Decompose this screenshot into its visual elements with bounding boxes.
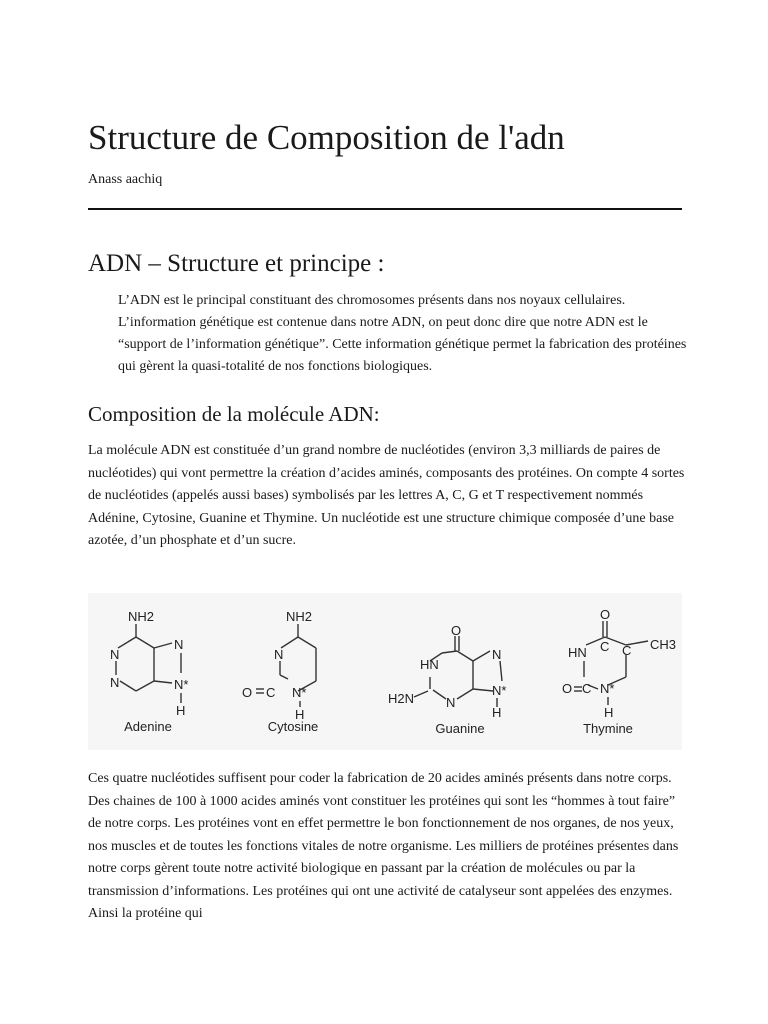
thymine-c5-label: C: [622, 643, 632, 658]
thymine-ch3-label: CH3: [650, 637, 677, 652]
adenine-n1-label: N: [110, 647, 120, 662]
cytosine-o-label: O: [242, 685, 253, 700]
adenine-n3-label: N: [110, 675, 120, 690]
adenine-n7-label: N: [174, 637, 184, 652]
thymine-c2-label: C: [582, 681, 592, 696]
cytosine-n3-label: N: [274, 647, 284, 662]
guanine-n3-label: N: [446, 695, 456, 710]
proteins-paragraph: Ces quatre nucléotides suffisent pour coder la fabrication de 20 acides aminés présents dans notre corps. Des chaines de 100 à 1000 acides aminés vont constituer les protéines qui sont les “hommes à tout faire” de notre corps. Les protéines vont en effet permettre le bon fonctionnement de nos organes, de nos yeux, nos muscles et de toutes les fonctions vitales de notre organisme. Les milliers de protéines présentes dans notre corps gèrent toute notre activité biologique en passant par la création de molécules ou par la transmission d’informations. Les protéines qui ont une activité de catalyseur sont appelées des enzymes. Ainsi la protéine qui: [88, 771, 679, 921]
cytosine-n1-label: N*: [292, 685, 307, 700]
composition-paragraph: La molécule ADN est constituée d’un grand nombre de nucléotides (environ 3,3 milliards de paires de nucléotides) qui vont permettre la création d’acides aminés, composants des protéines. On compte 4 sortes de nucléotides (appelés aussi bases) symbolisés par les lettres A, C, G et T respectivement nommés Adénine, Cytosine, Guanine et Thymine. Un nucléotide est une structure chimique composée d’une base azotée, d’un phosphate et d’un sucre.: [88, 443, 685, 548]
thymine-h-label: H: [604, 705, 614, 720]
guanine-caption: Guanine: [435, 721, 485, 736]
nucleotide-bases-figure: [88, 593, 682, 750]
section-heading-composition: Composition de la molécule ADN:: [88, 402, 380, 426]
guanine-hn-label: HN: [420, 657, 439, 672]
thymine-o4-label: O: [600, 607, 611, 622]
thymine-caption: Thymine: [583, 721, 633, 736]
guanine-o-label: O: [451, 623, 462, 638]
thymine-o2-label: O: [562, 681, 573, 696]
cytosine-nh2-label: NH2: [286, 609, 313, 624]
author-name: Anass aachiq: [88, 172, 163, 187]
adenine-n9-label: N*: [174, 677, 189, 692]
nucleotide-structures-diagram: [88, 593, 682, 750]
guanine-n7-label: N: [492, 647, 502, 662]
thymine-n1-label: N*: [600, 681, 615, 696]
cytosine-c-label: C: [266, 685, 276, 700]
title-divider: [88, 208, 682, 210]
adenine-nh2-label: NH2: [128, 609, 155, 624]
thymine-c4-label: C: [600, 639, 610, 654]
guanine-h2n-label: H2N: [388, 691, 415, 706]
guanine-h-label: H: [492, 705, 502, 720]
adenine-caption: Adenine: [124, 719, 172, 734]
document-title: Structure de Composition de l'adn: [88, 118, 565, 157]
guanine-n9-label: N*: [492, 683, 507, 698]
section-heading-structure: ADN – Structure et principe :: [88, 250, 385, 277]
cytosine-h-label: H: [295, 707, 305, 722]
cytosine-caption: Cytosine: [267, 719, 319, 734]
thymine-hn-label: HN: [568, 645, 587, 660]
section-intro-paragraph: L’ADN est le principal constituant des chromosomes présents dans nos noyaux cellulaires. L’information génétique est contenue dans notre ADN, on peut donc dire que notre ADN est le “support de l’information génétique”. Cette information génétique permet la fabrication des protéines qui gèrent la quasi-totalité de nos fonctions biologiques.: [118, 293, 687, 374]
adenine-h-label: H: [176, 703, 186, 718]
